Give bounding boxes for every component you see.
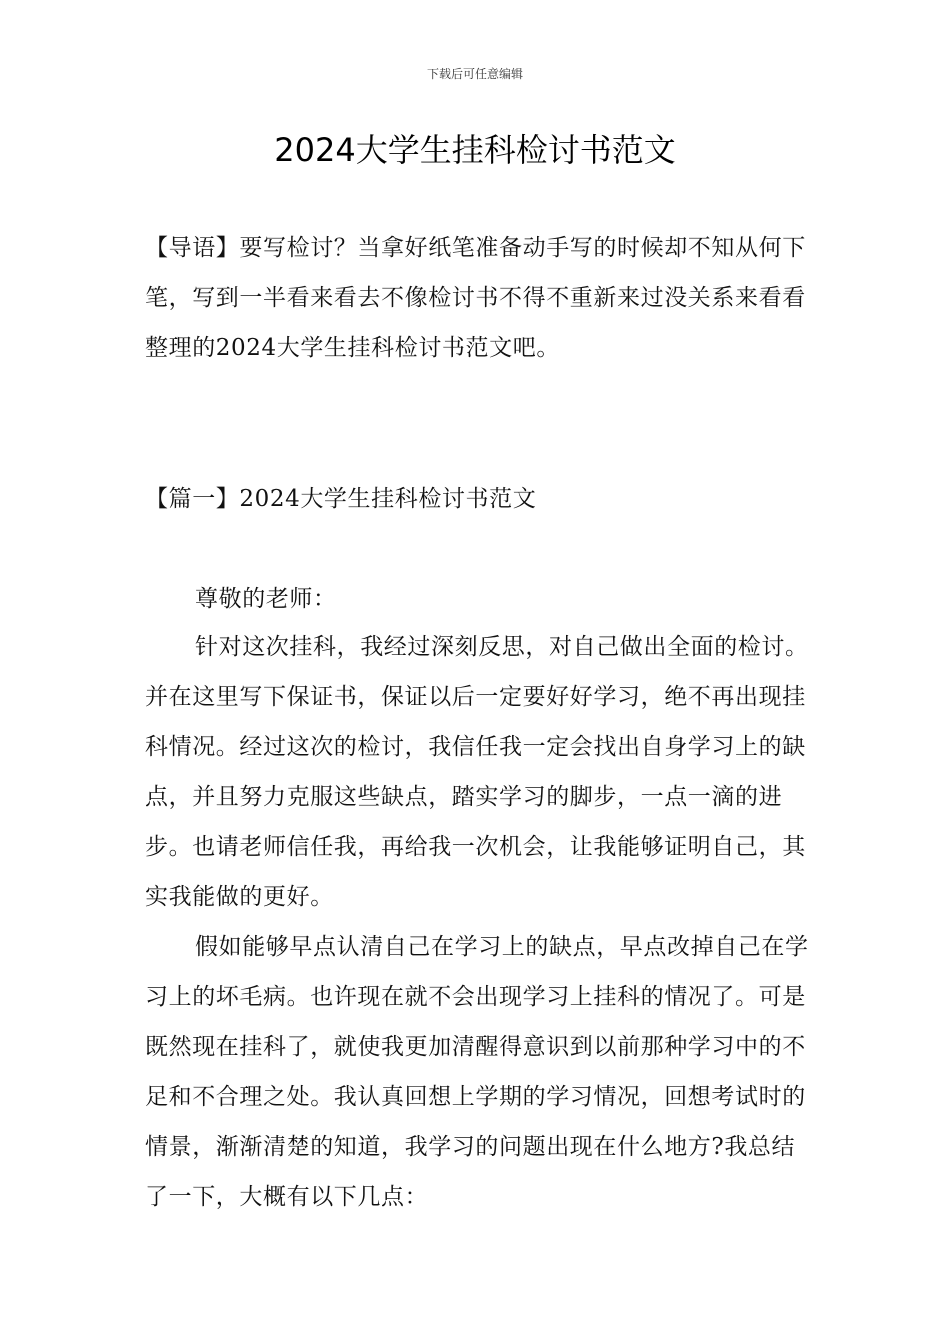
document-title: 2024大学生挂科检讨书范文	[274, 131, 676, 169]
header-note: 下载后可任意编辑	[426, 67, 523, 81]
salutation: 尊敬的老师：	[195, 586, 337, 612]
body-paragraph-2: 假如能够早点认清自己在学习上的缺点，早点改掉自己在学习上的坏毛病。也许现在就不会出现学习上挂科的情况了。可是既然现在挂科了，就使我更加清醒得意识到以前那种学习中的不足和不合理之处。我认真回想上学期的学习情况，回想考试时的情景，渐渐清楚的知道，我学习的问题出现在什么地方?我总结了一下，大概有以下几点：	[145, 934, 809, 1210]
body-paragraph-1: 针对这次挂科，我经过深刻反思，对自己做出全面的检讨。并在这里写下保证书，保证以后一定要好好学习，绝不再出现挂科情况。经过这次的检讨，我信任我一定会找出自身学习上的缺点，并且努力克服这些缺点，踏实学习的脚步，一点一滴的进步。也请老师信任我，再给我一次机会，让我能够证明自己，其实我能做的更好。	[145, 634, 809, 910]
section-heading: 【篇一】2024大学生挂科检讨书范文	[145, 486, 537, 512]
intro-paragraph: 【导语】要写检讨？当拿好纸笔准备动手写的时候却不知从何下笔，写到一半看来看去不像检讨书不得不重新来过没关系来看看整理的2024大学生挂科检讨书范文吧。	[145, 235, 806, 361]
